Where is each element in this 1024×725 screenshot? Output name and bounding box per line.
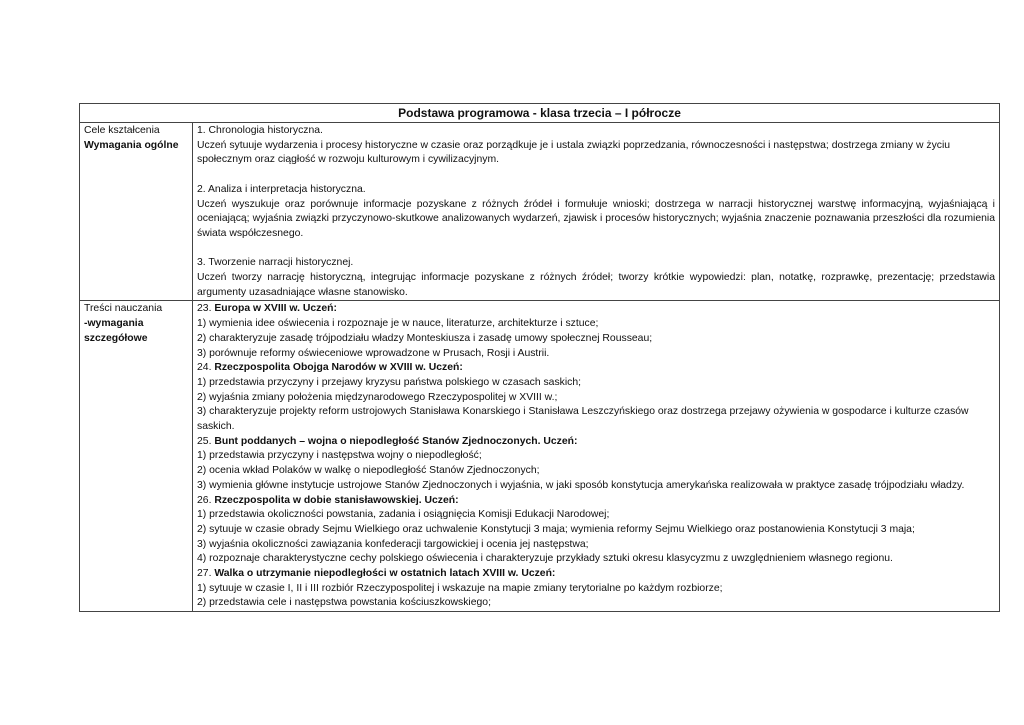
- goal-heading: 3. Tworzenie narracji historycznej.: [197, 257, 354, 269]
- goal-heading: 2. Analiza i interpretacja historyczna.: [197, 183, 366, 195]
- row-label: Cele kształcenia: [84, 125, 160, 136]
- requirement-item: 3) wyjaśnia okoliczności zawiązania konfederacji targowickiej i ocenia jej następstwa;: [197, 538, 589, 550]
- requirement-item: 2) ocenia wkład Polaków w walkę o niepodległość Stanów Zjednoczonych;: [197, 465, 540, 477]
- requirement-item: 1) sytuuje w czasie I, II i III rozbiór Rzeczypospolitej i wskazuje na mapie zmiany terytorialne po każdym rozbiorze;: [197, 582, 723, 594]
- spacer: [197, 168, 995, 183]
- requirement-item: 3) porównuje reformy oświeceniowe wprowadzone w Prusach, Rosji i Austrii.: [197, 347, 550, 359]
- requirement-item: 1) przedstawia przyczyny i przejawy kryzysu państwa polskiego w czasach saskich;: [197, 376, 582, 388]
- topic-heading: 25. Bunt poddanych – wojna o niepodległość Stanów Zjednoczonych. Uczeń:: [197, 435, 578, 447]
- requirement-item: 3) wymienia główne instytucje ustrojowe Stanów Zjednoczonych i wyjaśnia, w jaki sposób konstytucja amerykańska realizowała w praktyce zasadę trójpodziału władzy.: [197, 479, 965, 491]
- requirement-item: 1) przedstawia okoliczności powstania, zadania i osiągnięcia Komisji Edukacji Narodowej;: [197, 509, 610, 521]
- topic-number: 24: [197, 362, 209, 374]
- topic-heading: 27. Walka o utrzymanie niepodległości w ostatnich latach XVIII w. Uczeń:: [197, 568, 556, 580]
- curriculum-table: [79, 103, 1000, 612]
- spacer: [197, 242, 995, 257]
- topic-title: Rzeczpospolita w dobie stanisławowskiej. Uczeń:: [214, 494, 459, 506]
- goal-text: Uczeń wyszukuje oraz porównuje informacje pozyskane z różnych źródeł i formułuje wnioski; dostrzega w narracji historycznej warstwę informacyjną, wyjaśniającą i oceniającą; wyjaśnia związki przyczynowo-skutkowe analizowanych wydarzeń, zjawisk i procesów historycznych; wyjaśnia znaczenie poznawania przeszłości dla rozumienia świata współczesnego.: [197, 198, 995, 239]
- topic-number: 23: [197, 303, 209, 315]
- requirement-item: 1) wymienia idee oświecenia i rozpoznaje je w nauce, literaturze, architekturze i sztuce;: [197, 318, 599, 330]
- detailed-requirements-cell: [193, 301, 1000, 612]
- general-goals-row: [80, 123, 1000, 301]
- goal-text: Uczeń sytuuje wydarzenia i procesy historyczne w czasie oraz porządkuje je i ustala związki poprzedzania, równoczesności i następstwa; dostrzega zmiany w życiu społecznym oraz ciągłość w rozwoju kulturowym i cywilizacyjnym.: [197, 139, 951, 166]
- detailed-requirements-row: [80, 301, 1000, 612]
- requirement-item: 2) przedstawia cele i następstwa powstania kościuszkowskiego;: [197, 597, 491, 609]
- requirement-item: 2) sytuuje w czasie obrady Sejmu Wielkiego oraz uchwalenie Konstytucji 3 maja; wymienia reformy Sejmu Wielkiego oraz postanowienia Konstytucji 3 maja;: [197, 523, 915, 535]
- topic-number: 27: [197, 568, 209, 580]
- general-goals-cell: [193, 123, 1000, 301]
- requirement-item: 4) rozpoznaje charakterystyczne cechy polskiego oświecenia i charakteryzuje przykłady sztuki okresu klasycyzmu z uwzględnieniem własnego regionu.: [197, 553, 893, 565]
- topic-heading: 23. Europa w XVIII w. Uczeń:: [197, 303, 337, 315]
- topic-heading: 24. Rzeczpospolita Obojga Narodów w XVIII w. Uczeń:: [197, 362, 463, 374]
- topic-heading: 26. Rzeczpospolita w dobie stanisławowskiej. Uczeń:: [197, 494, 459, 506]
- table-title: Podstawa programowa - klasa trzecia – I półrocze: [80, 104, 1000, 123]
- requirement-item: 3) charakteryzuje projekty reform ustrojowych Stanisława Konarskiego i Stanisława Leszczyńskiego oraz dostrzega przejawy ożywienia w gospodarce i kulturze czasów saskich.: [197, 406, 969, 433]
- topic-title: Walka o utrzymanie niepodległości w ostatnich latach XVIII w. Uczeń:: [214, 568, 556, 580]
- row-label-bold: szczegółowe: [84, 332, 148, 344]
- requirement-item: 1) przedstawia przyczyny i następstwa wojny o niepodległość;: [197, 450, 482, 462]
- requirement-item: 2) wyjaśnia zmiany położenia międzynarodowego Rzeczypospolitej w XVIII w.;: [197, 391, 558, 403]
- row-label-cell: [80, 301, 193, 612]
- row-label-cell: [80, 123, 193, 301]
- topic-number: 26: [197, 494, 209, 506]
- goal-heading: 1. Chronologia historyczna.: [197, 125, 323, 136]
- goal-text: Uczeń tworzy narrację historyczną, integrując informacje pozyskane z różnych źródeł; tworzy krótkie wypowiedzi: plan, notatkę, rozprawkę, prezentację; przedstawia argumenty uzasadniające własne stanowisko.: [197, 272, 995, 298]
- title-row: [80, 104, 1000, 123]
- requirement-item: 2) charakteryzuje zasadę trójpodziału władzy Monteskiusza i zasadę umowy społecznej Rousseau;: [197, 332, 653, 344]
- topic-title: Rzeczpospolita Obojga Narodów w XVIII w. Uczeń:: [214, 362, 463, 374]
- topic-number: 25: [197, 435, 209, 447]
- row-label-bold: Wymagania ogólne: [84, 139, 179, 151]
- row-label-bold: -wymagania: [84, 318, 144, 330]
- row-label: Treści nauczania: [84, 303, 163, 315]
- topic-title: Europa w XVIII w. Uczeń:: [214, 303, 337, 315]
- topic-title: Bunt poddanych – wojna o niepodległość Stanów Zjednoczonych. Uczeń:: [214, 435, 578, 447]
